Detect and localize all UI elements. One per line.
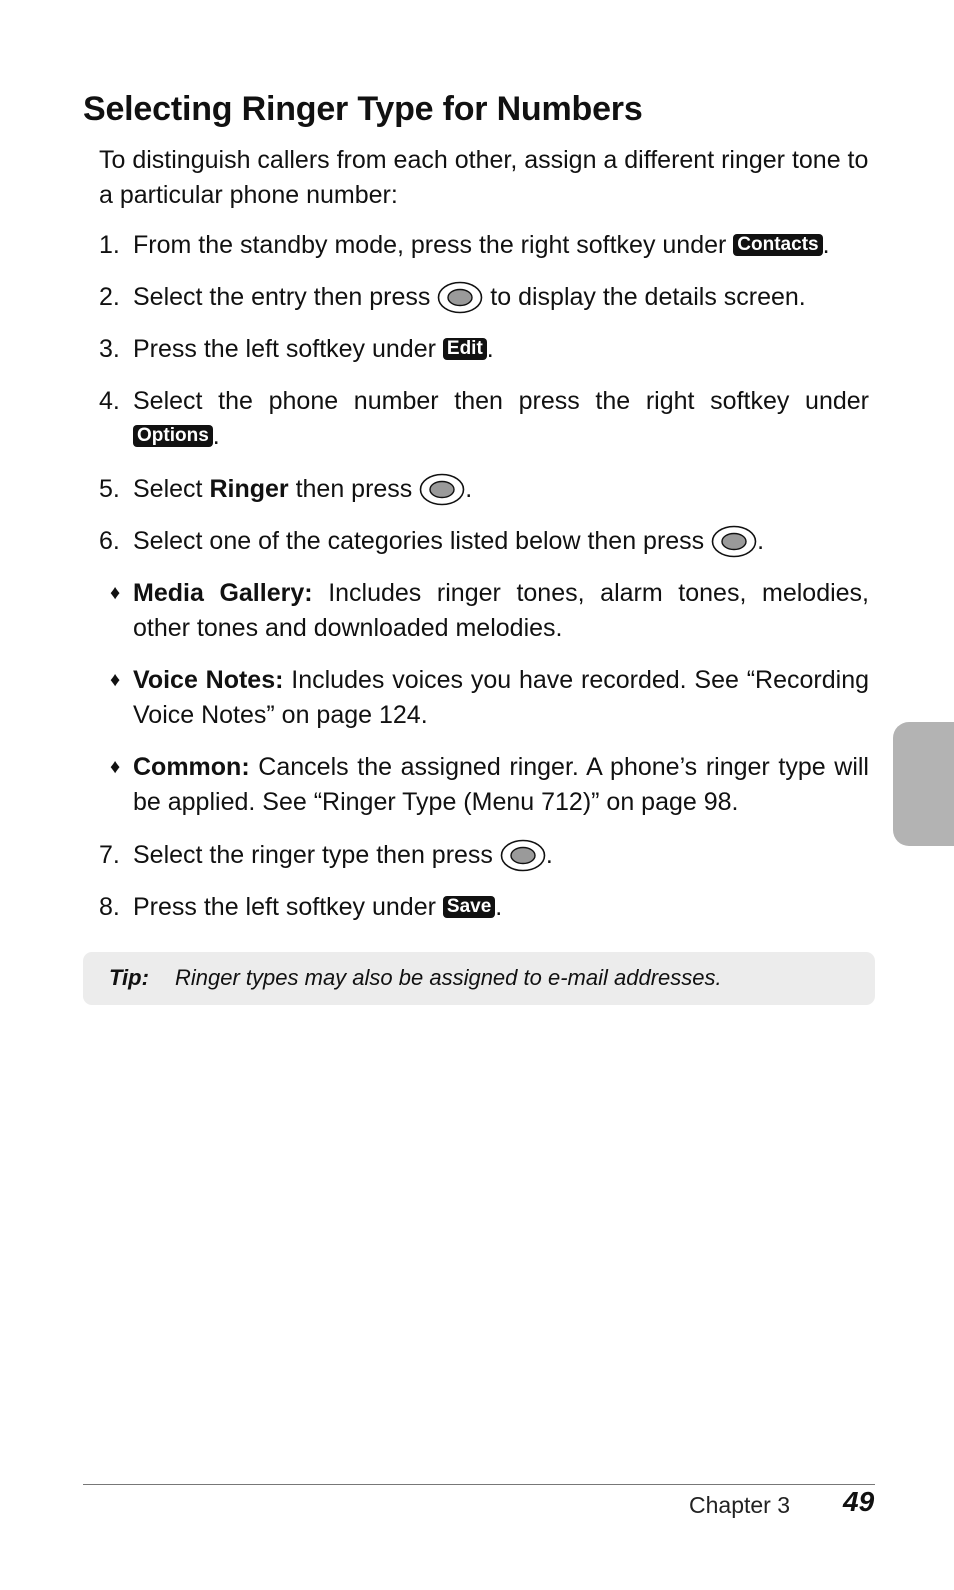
step-text: Select the entry then press [133,283,438,311]
step-text: Select [133,475,210,503]
step-7 [99,838,869,873]
bullet-voice-notes [110,663,869,733]
step-number: 8. [99,893,120,921]
step-text: Select the phone number then press the right softkey under [133,387,869,415]
page-title: Selecting Ringer Type for Numbers [83,90,643,128]
step-number: 3. [99,335,120,363]
diamond-bullet-icon: ♦ [110,669,121,691]
step-number: 2. [99,283,120,311]
step-2 [99,280,869,315]
bullet-media-gallery [110,576,869,646]
step-text-end: . [465,475,473,503]
tip-label: Tip: [109,965,149,990]
step-number: 5. [99,475,120,503]
step-number: 1. [99,231,120,259]
tip-box [83,952,875,1005]
save-softkey-label: Save [443,896,495,918]
step-text-end: . [212,422,220,450]
bullet-text: Cancels the assigned ringer. A phone’s ringer type will be applied. See “Ringer Type (Menu 712)” on page 98. [133,753,869,816]
step-text: From the standby mode, press the right softkey under [133,231,734,259]
bullet-label: Media Gallery: [133,579,313,607]
contacts-softkey-label: Contacts [733,234,822,256]
step-text: Press the left softkey under [133,335,443,363]
step-text-end: . [545,841,553,869]
step-text-end: . [822,231,830,259]
step-6 [99,524,869,559]
diamond-bullet-icon: ♦ [110,756,121,778]
bullet-text: Includes ringer tones, alarm tones, melodies, other tones and downloaded melodies. [133,579,870,642]
step-text: Press the left softkey under [133,893,443,921]
step-5 [99,472,869,507]
step-8 [99,890,869,925]
tip-text: Ringer types may also be assigned to e-mail addresses. [175,965,722,990]
step-text: Select the ringer type then press [133,841,500,869]
bullet-label: Common: [133,753,250,781]
step-4 [99,384,869,454]
diamond-bullet-icon: ♦ [110,582,121,604]
ok-button-icon [437,281,483,314]
ok-button-icon [500,839,546,872]
step-text-end: . [486,335,494,363]
options-softkey-label: Options [133,425,213,447]
intro-paragraph: To distinguish callers from each other, assign a different ringer tone to a particular phone number: [99,146,869,209]
step-3 [99,332,869,367]
step-text-end: . [495,893,503,921]
ok-button-icon [711,525,757,558]
step-text-end: . [757,527,765,555]
step-1 [99,228,869,263]
bullet-label: Voice Notes: [133,666,284,694]
chapter-side-tab [893,722,954,846]
step-number: 4. [99,387,120,415]
step-number: 6. [99,527,120,555]
ringer-term: Ringer [209,475,289,503]
step-text-mid: then press [288,475,420,503]
edit-softkey-label: Edit [443,338,487,360]
footer-rule [83,1484,875,1485]
footer-chapter: Chapter 3 [689,1492,791,1518]
step-text-end: to display the details screen. [483,283,806,311]
step-text: Select one of the categories listed below then press [133,527,712,555]
page-number: 49 [843,1486,875,1517]
bullet-text: Includes voices you have recorded. See “Recording Voice Notes” on page 124. [133,666,870,729]
step-number: 7. [99,841,120,869]
bullet-common [110,750,869,820]
ok-button-icon [419,473,465,506]
